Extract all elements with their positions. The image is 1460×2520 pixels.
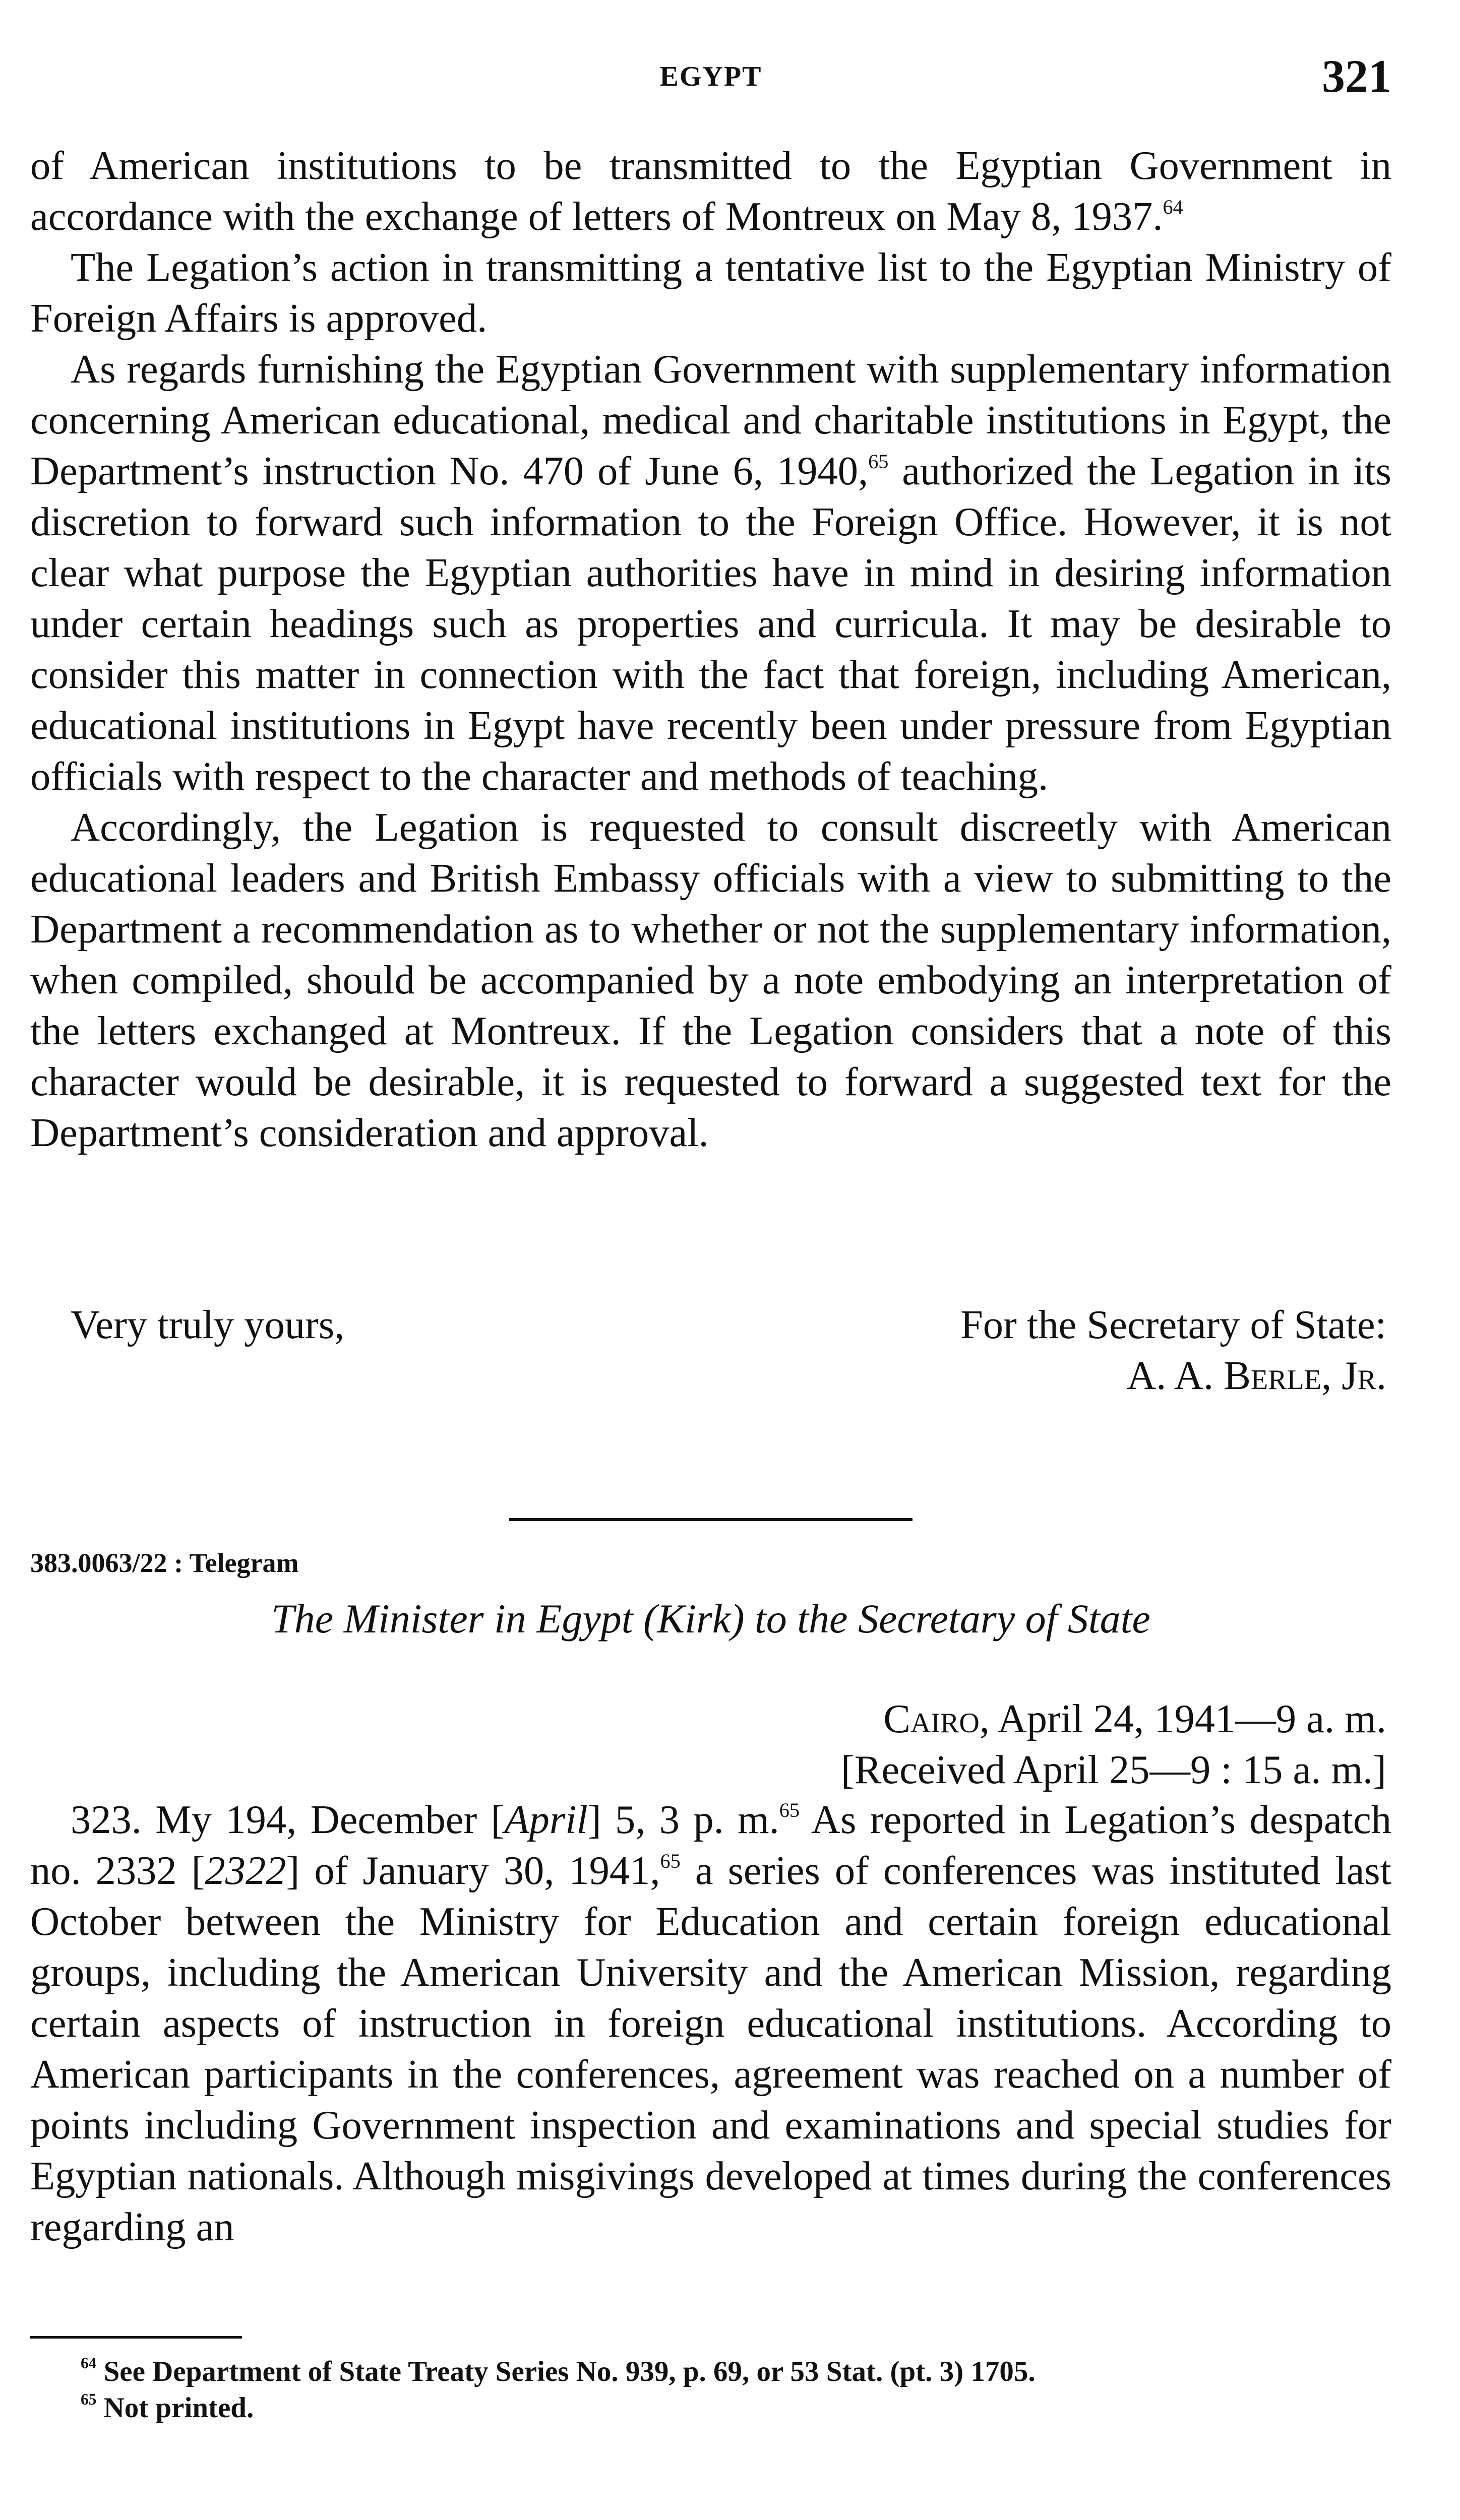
editorial-correction: April	[504, 1797, 588, 1842]
paragraph-supplementary-info: As regards furnishing the Egyptian Government with supplementary information concerning American educational, medical and charitable institutions in Egypt, the Department’s instruction No. 470 of June 6, 1940,65 authorized the Legation in its discretion to forward such information to the Foreign Office. However, it is not clear what purpose the Egyptian authorities have in mind in desiring information under certain headings such as properties and curricula. It may be desirable to consider this matter in connection with the fact that foreign, including American, educational institutions in Egypt have recently been under pressure from Egyptian officials with respect to the character and methods of teaching.	[30, 347, 1392, 799]
section-divider	[509, 1518, 912, 1521]
letter-body	[30, 140, 1391, 1158]
valediction: Very truly yours,	[71, 1302, 345, 1347]
signature: A. A. Berle, Jr.	[1126, 1353, 1386, 1398]
for-secretary-line: For the Secretary of State:	[960, 1302, 1386, 1347]
letter-closing	[30, 1299, 1391, 1410]
paragraph-request: Accordingly, the Legation is requested to consult discreetly with American educational leaders and British Embassy officials with a view to submitting to the Department a recommendation as to whether or not the supplementary information, when compiled, should be accompanied by a note embodying an interpretation of the letters exchanged at Montreux. If the Legation considers that a note of this character would be desirable, it is requested to forward a suggested text for the Department’s consideration and approval.	[30, 805, 1391, 1155]
paragraph-approval: The Legation’s action in transmitting a tentative list to the Egyptian Ministry of Foreign Affairs is approved.	[30, 245, 1391, 341]
telegram-paragraph: 323. My 194, December [April] 5, 3 p. m.$^{65}$ As reported in Legation’s despatch no. 2332 [2322] of January 30, 1941,65 a series of conferences was instituted last October between the Ministry for Education and certain foreign educational groups, including the American University and the American Mission, regarding certain aspects of instruction in foreign educational institutions. According to American participants in the conferences, agreement was reached on a number of points including Government inspection and examinations and special studies for Egyptian nationals. Although misgivings developed at times during the conferences regarding an	[30, 1797, 1391, 2249]
running-title: EGYPT	[659, 61, 762, 92]
footnote-ref-65: 65	[779, 1798, 800, 1821]
editorial-correction: 2322	[205, 1848, 286, 1893]
footnote-ref-65: 65	[660, 1849, 681, 1872]
footnote-ref-65: 65	[868, 450, 889, 473]
dateline	[841, 1693, 1386, 1795]
file-reference: 383.0063/22 : Telegram	[30, 1548, 299, 1578]
dateline-place: Cairo	[883, 1696, 980, 1741]
dateline-received: [Received April 25—9 : 15 a. m.]	[840, 1747, 1386, 1792]
paragraph-continuation: of American institutions to be transmitted to the Egyptian Government in accordance with the exchange of letters of Montreux on May 8, 1937.64	[30, 143, 1391, 239]
document-title: The Minister in Egypt (Kirk) to the Secretary of State	[271, 1596, 1150, 1642]
page-number: 321	[1322, 50, 1391, 102]
footnotes	[81, 2354, 1036, 2426]
dateline-sent: Cairo, April 24, 1941—9 a. m.	[883, 1696, 1386, 1741]
footnote-divider	[30, 2336, 242, 2339]
footnote-64: $^{64}$ See Department of State Treaty Series No. 939, p. 69, or 53 Stat. (pt. 3) 1705.	[81, 2354, 1036, 2387]
running-head	[30, 50, 1391, 111]
telegram-body	[30, 1794, 1391, 2252]
footnote-65: $^{65}$ Not printed.	[81, 2390, 254, 2424]
minister-name: Kirk	[657, 1596, 731, 1642]
footnote-ref-64: 64	[1163, 195, 1183, 218]
